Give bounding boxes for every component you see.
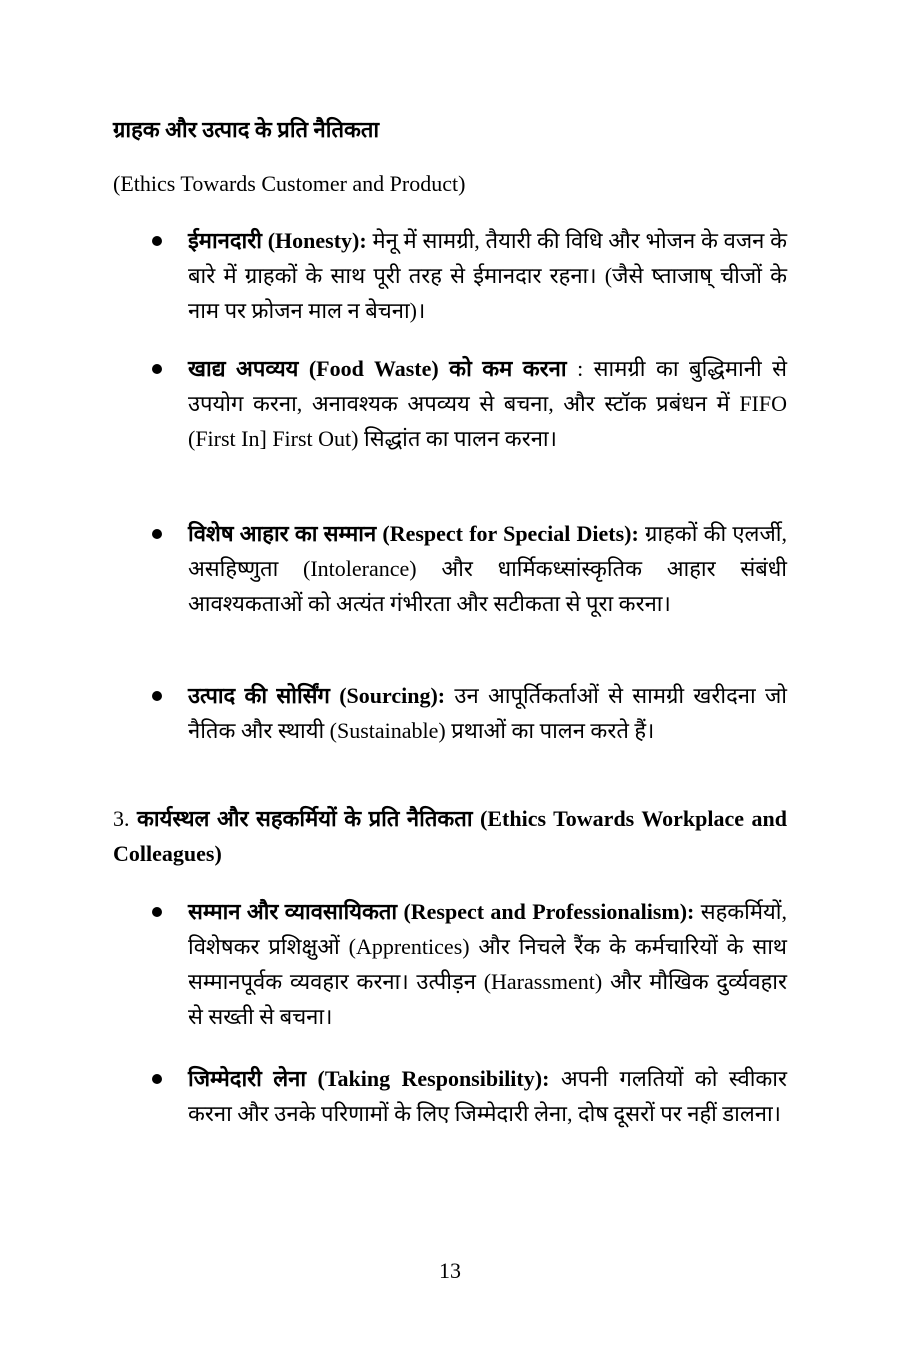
bullet-icon	[152, 907, 162, 917]
list-item	[188, 894, 787, 1034]
item-text: ग्राहकों की एलर्जी, असहिष्णुता (Intolerance) और धार्मिकध्सांस्कृतिक आहार संबंधी आवश्यकताओं को अत्यंत गंभीरता और सटीकता से पूरा करना।	[188, 521, 787, 616]
item-title: विशेष आहार का सम्मान (Respect for Special Diets):	[188, 521, 639, 546]
item-title: खाद्य अपव्यय (Food Waste) को कम करना	[188, 356, 567, 381]
bullet-icon	[152, 691, 162, 701]
section3-title: कार्यस्थल और सहकर्मियों के प्रति नैतिकता (Ethics Towards Workplace and Colleagues)	[113, 806, 787, 866]
item-title: जिम्मेदारी लेना (Taking Responsibility):	[188, 1066, 550, 1091]
section-title: ग्राहक और उत्पाद के प्रति नैतिकता	[113, 117, 380, 142]
item-text: मेनू में सामग्री, तैयारी की विधि और भोजन के वजन के बारे में ग्राहकों के साथ पूरी तरह से ईमानदार रहना। (जैसे ष्ताजाष् चीजों के नाम पर फ्रोजन माल न बेचना)।	[188, 228, 788, 323]
page-number: 13	[439, 1258, 461, 1283]
item-text: : सामग्री का बुद्धिमानी से उपयोग करना, अनावश्यक अपव्यय से बचना, और स्टॉक प्रबंधन में FIFO (First In] First Out) सिद्धांत का पालन करना।	[188, 356, 787, 451]
bullet-icon	[152, 1074, 162, 1084]
item-text: उन आपूर्तिकर्ताओं से सामग्री खरीदना जो नैतिक और स्थायी (Sustainable) प्रथाओं का पालन करते हैं।	[188, 683, 787, 743]
section3-number: 3.	[113, 806, 130, 831]
bullet-icon	[152, 364, 162, 374]
item-title: सम्मान और व्यावसायिकता (Respect and Professionalism):	[188, 899, 695, 924]
item-text: सहकर्मियों, विशेषकर प्रशिक्षुओं (Apprentices) और निचले रैंक के कर्मचारियों के साथ सम्मानपूर्वक व्यवहार करना। उत्पीड़न (Harassment) और मौखिक दुर्व्यवहार से सख्ती से बचना।	[188, 899, 787, 1029]
bullet-icon	[152, 529, 162, 539]
list-item	[188, 678, 787, 748]
list-item	[188, 1061, 787, 1131]
bullet-icon	[152, 236, 162, 246]
section-subtitle: (Ethics Towards Customer and Product)	[113, 171, 466, 196]
item-title: उत्पाद की सोर्सिंग (Sourcing):	[188, 683, 446, 708]
section3-heading	[113, 801, 787, 871]
list-item	[188, 516, 787, 621]
item-title: ईमानदारी (Honesty):	[188, 228, 367, 253]
list-item	[188, 351, 787, 456]
item-text: अपनी गलतियों को स्वीकार करना और उनके परिणामों के लिए जिम्मेदारी लेना, दोष दूसरों पर नहीं डालना।	[188, 1066, 787, 1126]
list-item	[188, 223, 787, 328]
